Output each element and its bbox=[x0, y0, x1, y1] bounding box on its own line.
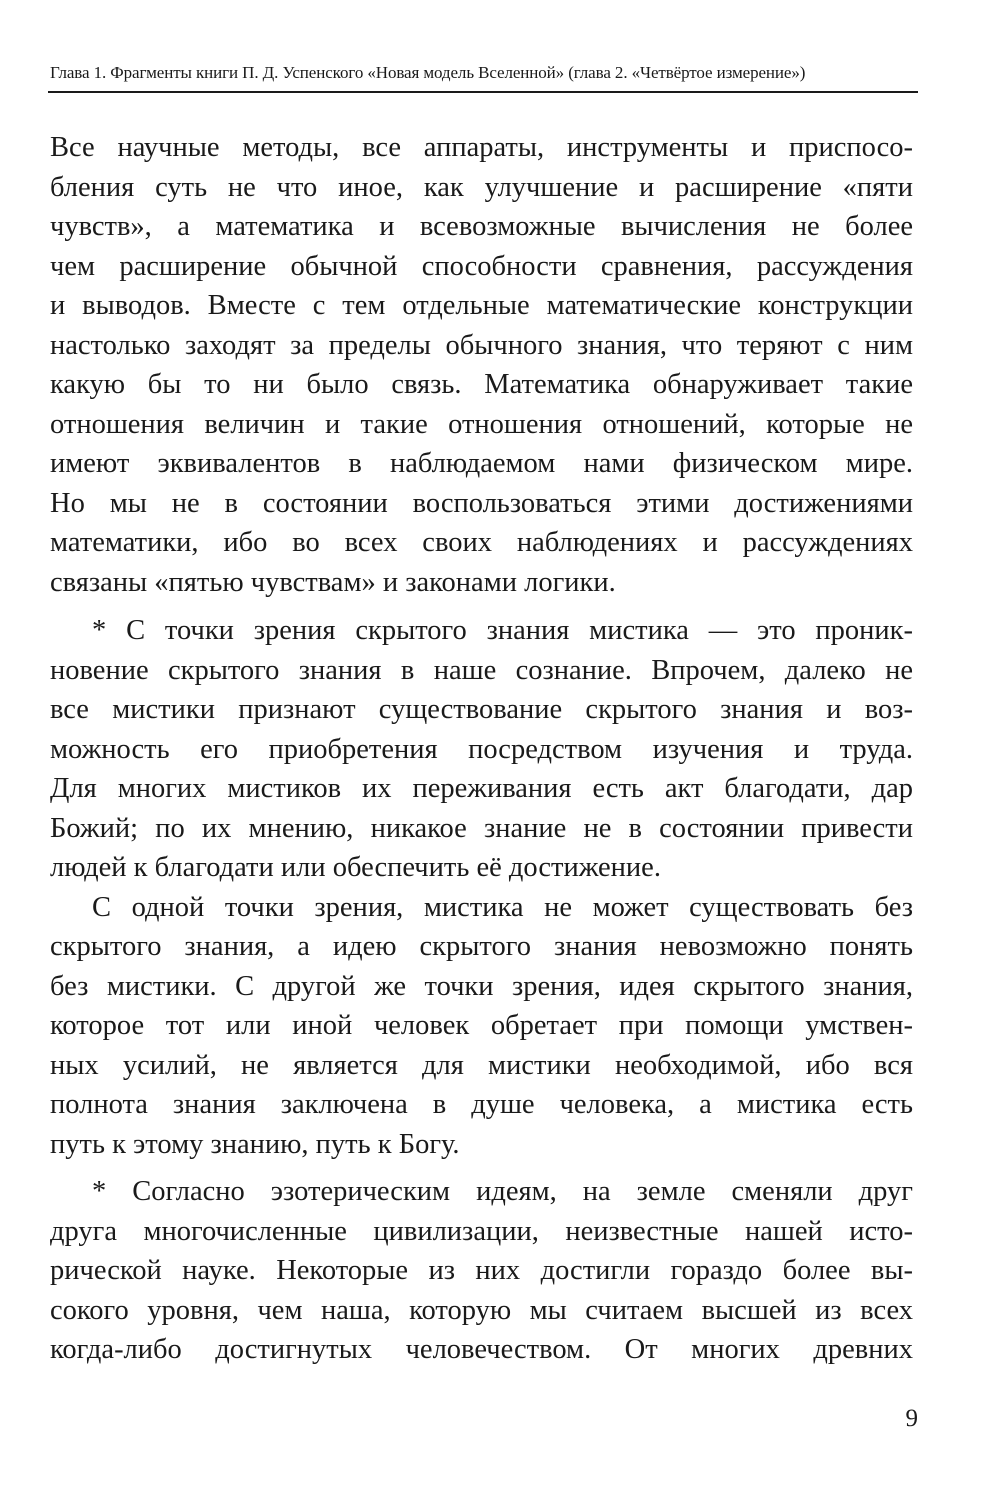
text-line: настолько заходят за пределы обычного знания, что теряют с ним bbox=[50, 329, 913, 361]
text-block-1 bbox=[50, 128, 913, 602]
text-line: рической науке. Некоторые из них достигли гораздо более вы- bbox=[50, 1255, 913, 1286]
text-line: бления суть не что иное, как улучшение и расширение «пяти bbox=[50, 171, 913, 203]
text-line: чувств», а математика и всевозможные вычисления не более bbox=[50, 211, 913, 242]
text-line: когда-либо достигнутых человечеством. От многих древних bbox=[50, 1334, 913, 1365]
text-line: чем расширение обычной способности сравнения, рассуждения bbox=[50, 250, 913, 282]
text-line: * Согласно эзотерическим идеям, на земле сменяли друг bbox=[92, 1176, 913, 1207]
text-line: которое тот или иной человек обретает при помощи умствен- bbox=[50, 1010, 913, 1041]
text-line: полнота знания заключена в душе человека, а мистика есть bbox=[50, 1089, 913, 1120]
text-line: новение скрытого знания в наше сознание. Впрочем, далеко не bbox=[50, 654, 913, 686]
text-line: без мистики. С другой же точки зрения, идея скрытого знания, bbox=[50, 970, 913, 1002]
text-line: и выводов. Вместе с тем отдельные математические конструкции bbox=[50, 290, 913, 321]
text-line: можность его приобретения посредством изучения и труда. bbox=[50, 733, 913, 765]
text-line: имеют эквивалентов в наблюдаемом нами физическом мире. bbox=[50, 448, 913, 479]
text-line: отношения величин и такие отношения отношений, которые не bbox=[50, 408, 913, 440]
text-line: людей к благодати или обеспечить её достижение. bbox=[50, 852, 661, 883]
text-line: друга многочисленные цивилизации, неизвестные нашей исто- bbox=[50, 1215, 913, 1247]
text-line: Но мы не в состоянии воспользоваться этими достижениями bbox=[50, 487, 913, 519]
text-line: связаны «пятью чувствам» и законами логики. bbox=[50, 566, 616, 598]
text-line: ных усилий, не является для мистики необходимой, ибо вся bbox=[50, 1049, 913, 1081]
text-line: Для многих мистиков их переживания есть акт благодати, дар bbox=[50, 773, 913, 804]
page-number: 9 bbox=[905, 1405, 918, 1432]
text-line: Все научные методы, все аппараты, инструменты и приспосо- bbox=[50, 132, 913, 163]
text-line: сокого уровня, чем наша, которую мы считаем высшей из всех bbox=[50, 1294, 913, 1326]
header-rule bbox=[48, 91, 918, 93]
text-line: Божий; по их мнению, никакое знание не в состоянии привести bbox=[50, 812, 913, 844]
text-block-2 bbox=[50, 611, 913, 1164]
text-line: какую бы то ни было связь. Математика обнаруживает такие bbox=[50, 369, 913, 400]
text-line: скрытого знания, а идею скрытого знания невозможно понять bbox=[50, 931, 913, 962]
text-line: все мистики признают существование скрытого знания и воз- bbox=[50, 694, 913, 725]
text-line: математики, ибо во всех своих наблюдениях и рассуждениях bbox=[50, 527, 913, 558]
running-head: Глава 1. Фрагменты книги П. Д. Успенского «Новая модель Вселенной» (глава 2. «Четвёртое измерение») bbox=[50, 63, 806, 82]
text-line: * С точки зрения скрытого знания мистика — это проник- bbox=[92, 615, 913, 646]
text-block-3 bbox=[50, 1172, 913, 1370]
text-line: путь к этому знанию, путь к Богу. bbox=[50, 1128, 460, 1160]
text-line: С одной точки зрения, мистика не может существовать без bbox=[92, 891, 913, 923]
